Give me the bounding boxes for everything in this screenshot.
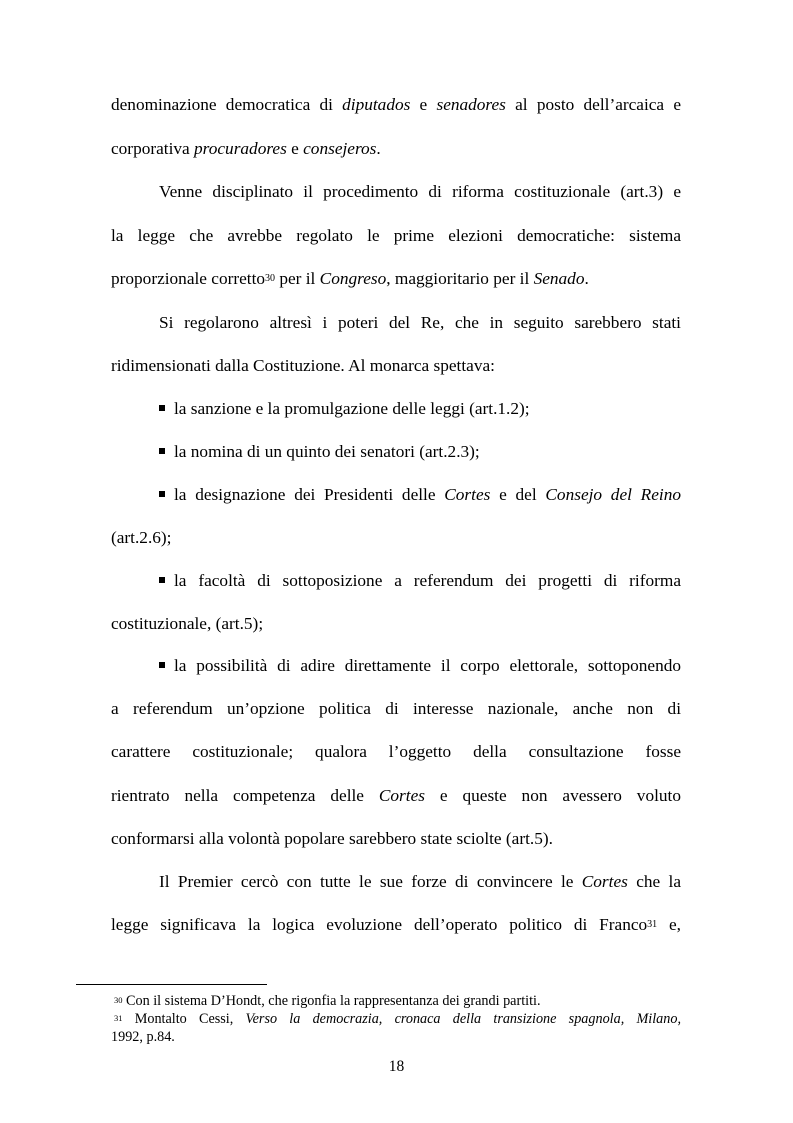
bullet-square-icon — [159, 491, 165, 497]
bullet-item: la nomina di un quinto dei senatori (art.2.3); — [159, 441, 681, 463]
text-line: corporativa procuradores e consejeros. — [111, 139, 381, 158]
footnote-31: $^{31}$ Montalto Cessi, Verso la democrazia, cronaca della transizione spagnola, Milano, — [114, 1011, 682, 1027]
footnote-ref-31: 31 — [647, 919, 658, 930]
text-line: Si regolarono altresì i poteri del Re, che in seguito sarebbero stati — [159, 313, 681, 332]
bullet-square-icon — [159, 577, 165, 583]
text-line: Venne disciplinato il procedimento di riforma costituzionale (art.3) e — [159, 182, 681, 201]
text-line: carattere costituzionale; qualora l’oggetto della consultazione fosse — [111, 742, 681, 761]
bullet-square-icon — [159, 448, 165, 454]
text-line: a referendum un’opzione politica di interesse nazionale, anche non di — [111, 699, 681, 718]
footnote-ref-30: 30 — [265, 273, 276, 284]
bullet-square-icon — [159, 405, 165, 411]
text-line: denominazione democratica di diputados e senadores al posto dell’arcaica e — [111, 95, 682, 114]
text-line: la legge che avrebbe regolato le prime elezioni democratiche: sistema — [111, 226, 681, 245]
text-line: ridimensionati dalla Costituzione. Al monarca spettava: — [111, 356, 495, 375]
bullet-square-icon — [159, 662, 165, 668]
footnote-separator — [76, 984, 267, 985]
text-line: conformarsi alla volontà popolare sarebbero state sciolte (art.5). — [111, 829, 553, 848]
bullet-item: la sanzione e la promulgazione delle leggi (art.1.2); — [159, 398, 681, 420]
footnote-31-cont: 1992, p.84. — [111, 1029, 175, 1045]
text-line: legge significava la logica evoluzione dell’operato politico di Franco$^{31}$ e, — [111, 915, 682, 934]
bullet-item: la possibilità di adire direttamente il corpo elettorale, sottoponendo — [159, 655, 681, 677]
page-number: 18 — [388, 1058, 405, 1075]
text-line: proporzionale corretto$^{30}$ per il Congreso, maggioritario per il Senado. — [111, 269, 589, 288]
footnote-30: $^{30}$ Con il sistema D’Hondt, che rigonfia la rappresentanza dei grandi partiti. — [114, 993, 541, 1009]
text-line: Il Premier cercò con tutte le sue forze di convincere le Cortes che la — [159, 872, 681, 891]
text-line: (art.2.6); — [111, 528, 172, 547]
text-line: rientrato nella competenza delle Cortes e queste non avessero voluto — [111, 786, 681, 805]
bullet-item: la designazione dei Presidenti delle Cortes e del Consejo del Reino — [159, 484, 681, 506]
bullet-item: la facoltà di sottoposizione a referendum dei progetti di riforma — [159, 570, 681, 592]
text-line: costituzionale, (art.5); — [111, 614, 264, 633]
